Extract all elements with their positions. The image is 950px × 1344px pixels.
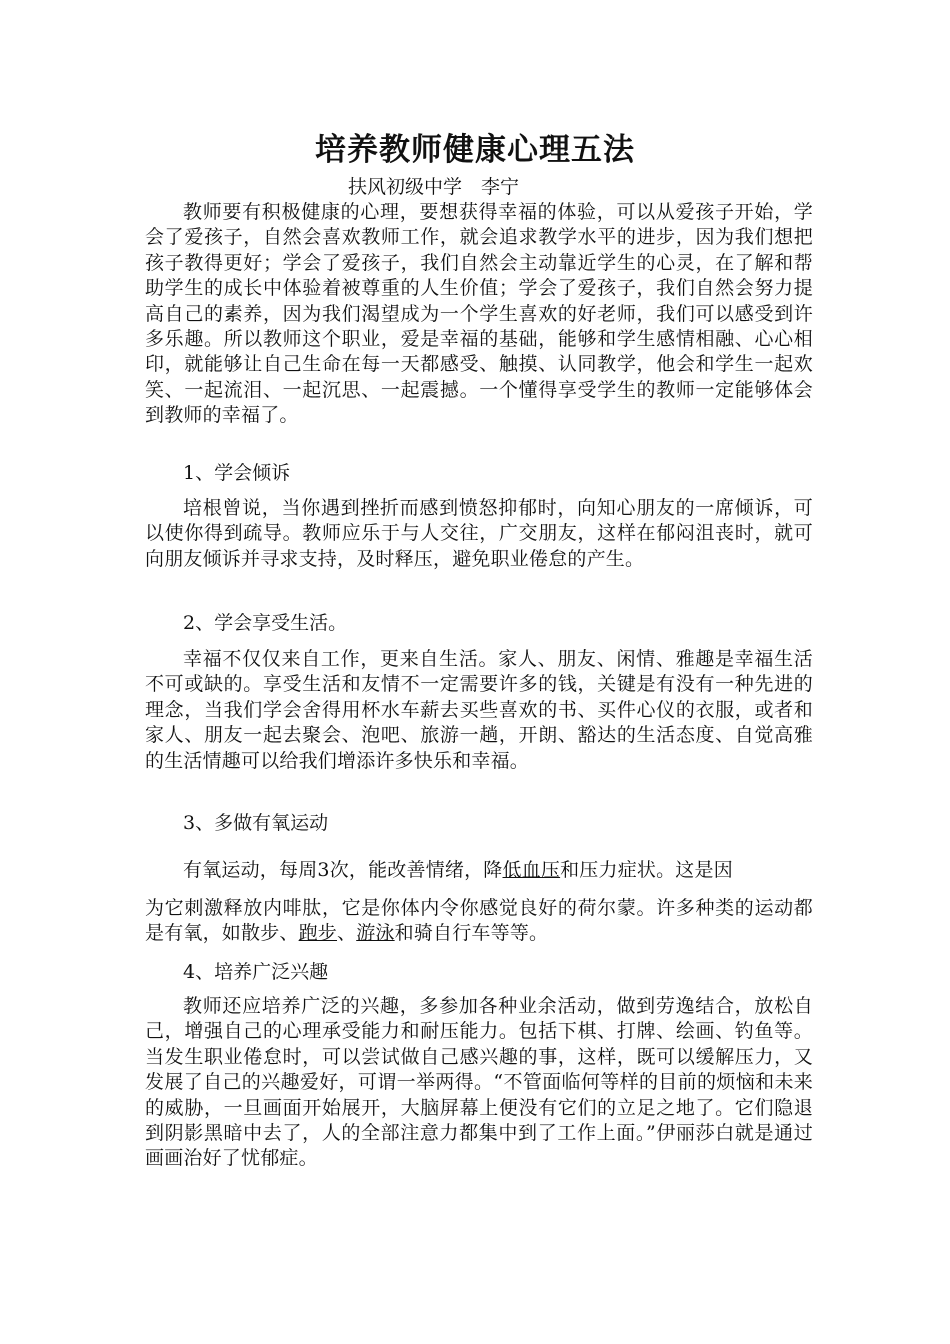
low-blood-pressure-link[interactable]: 低血压 (502, 859, 561, 881)
section-3-text-d: 和骑自行车等等。 (394, 922, 549, 945)
section-4-body: 教师还应培养广泛的兴趣，多参加各种业余活动，做到劳逸结合，放松自己，增强自己的心理承受能力和耐压能力。包括下棋、打牌、绘画、钓鱼等。当发生职业倦怠时，可以尝试做自己感兴趣的事，这样，既可以缓解压力，又发展了自己的兴趣爱好，可谓一举两得。“不管面临何等样的目前的烦恼和未来的威胁，一旦画面开始展开，大脑屏幕上便没有它们的立足之地了。它们隐退到阴影黑暗中去了，人的全部注意力都集中到了工作上面。”伊丽莎白就是通过画画治好了忧郁症。 (145, 995, 813, 1170)
swimming-link[interactable]: 游泳 (356, 922, 395, 945)
section-3-text-c: 为它刺激释放内啡肽，它是你体内令你感觉良好的荷尔蒙。许多种类的运动都是有氧，如散步、 (145, 897, 813, 945)
section-4-heading: 4、培养广泛兴趣 (183, 961, 329, 983)
intro-paragraph: 教师要有积极健康的心理，要想获得幸福的体验，可以从爱孩子开始，学会了爱孩子，自然会喜欢教师工作，就会追求教学水平的进步，因为我们想把孩子教得更好；学会了爱孩子，我们自然会主动靠近学生的心灵，在了解和帮助学生的成长中体验着被尊重的人生价值；学会了爱孩子，我们自然会努力提高自己的素养，因为我们渴望成为一个学生喜欢的好老师，我们可以感受到许多乐趣。所以教师这个职业，爱是幸福的基础，能够和学生感情相融、心心相印，就能够让自己生命在每一天都感受、触摸、认同教学，他会和学生一起欢笑、一起流泪、一起沉思、一起震撼。一个懂得享受学生的教师一定能够体会到教师的幸福了。 (145, 201, 813, 427)
section-3-line-2 (145, 896, 813, 947)
section-2-heading: 2、学会享受生活。 (183, 612, 348, 634)
section-1-body: 培根曾说，当你遇到挫折而感到愤怒抑郁时，向知心朋友的一席倾诉，可以使你得到疏导。教师应乐于与人交往，广交朋友，这样在郁闷沮丧时，就可向朋友倾诉并寻求支持，及时释压，避免职业倦怠的产生。 (145, 497, 813, 570)
running-link[interactable]: 跑步 (298, 922, 338, 945)
section-3-text-b: 和压力症状。这是因 (560, 859, 733, 881)
section-1-heading: 1、学会倾诉 (183, 462, 291, 484)
document-title: 培养教师健康心理五法 (315, 132, 635, 168)
section-3-heading: 3、多做有氧运动 (183, 812, 329, 834)
section-3-line-1 (145, 858, 813, 883)
section-2-body: 幸福不仅仅来自工作，更来自生活。家人、朋友、闲情、雅趣是幸福生活不可或缺的。享受生活和友情不一定需要许多的钱，关键是有没有一种先进的理念，当我们学会舍得用杯水车薪去买些喜欢的书、买件心仪的衣服，或者和家人、朋友一起去聚会、泡吧、旅游一趟，开朗、豁达的生活态度、自觉高雅的生活情趣可以给我们增添许多快乐和幸福。 (145, 648, 813, 772)
section-3-text-a: 有氧运动，每周3次，能改善情绪，降 (183, 859, 503, 881)
author-line: 扶风初级中学 李宁 (348, 176, 520, 198)
section-3-separator: 、 (337, 922, 357, 945)
